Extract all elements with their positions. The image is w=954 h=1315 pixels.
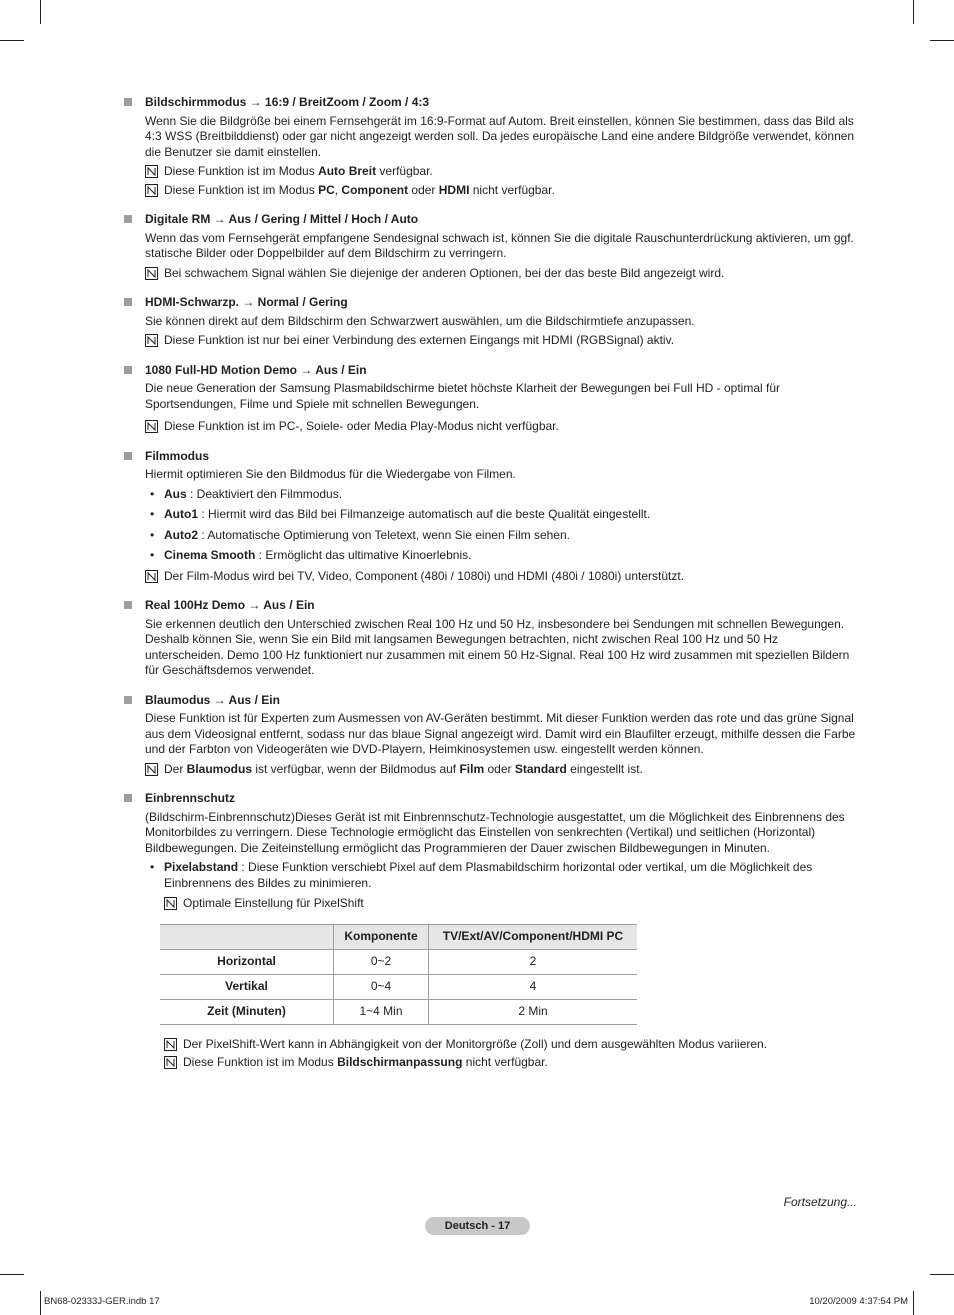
section-title: Digitale RM → Aus / Gering / Mittel / Hoch / Auto [145, 212, 419, 226]
crop-mark [40, 0, 41, 24]
note: Diese Funktion ist im Modus Auto Breit verfügbar. [145, 164, 859, 180]
note-pencil-icon [164, 897, 177, 910]
note: Diese Funktion ist nur bei einer Verbindung des externen Eingangs mit HDMI (RGBSignal) aktiv. [145, 333, 859, 349]
section-title: Bildschirmmodus → 16:9 / BreitZoom / Zoom / 4:3 [145, 95, 430, 109]
section-body: Diese Funktion ist für Experten zum Ausmessen von AV-Geräten bestimmt. Mit dieser Funktion werden das rote und das grüne Signal aus dem Videosignal entfernt, sodass nur das blaue Signal angezeigt wird. Damit wird ein Blaufilter erzeugt, mithilfe dessen die Farbe und der Farbton von Videogeräten wie DVD-Playern, Heimkinosystemen usw. eingestellt werden können. [145, 711, 856, 756]
square-bullet-icon [124, 696, 132, 704]
section-title: Blaumodus → Aus / Ein [145, 692, 280, 707]
note-pencil-icon [145, 570, 158, 583]
section-title: Filmmodus [145, 448, 210, 463]
section-body: Sie erkennen deutlich den Unterschied zwischen Real 100 Hz und 50 Hz, insbesondere bei Sendungen mit schnellen Bewegungen. Deshalb können Sie, wenn Sie ein Bild mit langsamen Bewegungen betrachten, nicht zwischen Real 100 Hz und 50 Hz unterscheiden. Demo 100 Hz funktioniert nur zusammen mit einem 50 Hz-Signal. Real 100 Hz wird zusammen mit speziellen Bildern für Geschäftsdemos verwendet. [145, 616, 850, 677]
section-hdmi-schwarzpegel [123, 295, 859, 349]
section-einbrennschutz [123, 791, 859, 1071]
note-pencil-icon [164, 1038, 177, 1051]
section-title: HDMI-Schwarzp. → Normal / Gering [145, 295, 348, 309]
section-body: Hiermit optimieren Sie den Bildmodus für die Wiedergabe von Filmen. [145, 467, 516, 481]
note-pencil-icon [145, 165, 158, 178]
section-body: Sie können direkt auf dem Bildschirm den Schwarzwert auswählen, um die Bildschirmtiefe anzupassen. [145, 313, 695, 328]
section-body: Die neue Generation der Samsung Plasmabildschirme bietet höchste Klarheit der Bewegungen bei Full HD - optimal für Sportsendungen, Filme und Spiele mit schnellen Bewegungen. [145, 381, 780, 411]
list-item: • Auto1 : Hiermit wird das Bild bei Filmanzeige automatisch auf die beste Qualität eingestellt. [150, 507, 651, 521]
list-item: • Pixelabstand : Diese Funktion verschiebt Pixel auf dem Plasmabildschirm horizontal oder vertikal, um die Möglichkeit des Einbrennens des Bildes zu minimieren. [150, 860, 813, 890]
table-row-header: Vertikal [160, 974, 334, 999]
note: Diese Funktion ist im Modus PC, Component oder HDMI nicht verfügbar. [145, 183, 859, 199]
section-real-100hz-demo [123, 598, 859, 679]
section-digitale-rm [123, 212, 859, 281]
footer-timestamp: 10/20/2009 4:37:54 PM [809, 1296, 908, 1307]
table-cell: 4 [429, 974, 638, 999]
crop-mark [930, 1274, 954, 1275]
section-motion-demo [123, 363, 859, 435]
note-pencil-icon [145, 420, 158, 433]
note: Diese Funktion ist im Modus Bildschirmanpassung nicht verfügbar. [164, 1055, 859, 1071]
table-header-cell: Komponente [334, 924, 429, 949]
section-body: Wenn Sie die Bildgröße bei einem Fernsehgerät im 16:9-Format auf Autom. Breit einstellen, können Sie bestimmen, dass das Bild als 4:3 WSS (Breitbilddienst) oder gar nicht angezeigt werden soll. Da jedes europäische Land eine andere Bildgröße verwendet, können die Benutzer sie damit einstellen. [145, 113, 855, 159]
list-item: • Auto2 : Automatische Optimierung von Teletext, wenn Sie einen Film sehen. [150, 527, 570, 542]
table-row-header: Zeit (Minuten) [160, 999, 334, 1024]
table-row [160, 974, 637, 999]
square-bullet-icon [124, 601, 132, 609]
table-header-cell [160, 924, 334, 949]
table-header-cell: TV/Ext/AV/Component/HDMI PC [429, 924, 638, 949]
crop-mark [40, 1291, 41, 1315]
manual-content [123, 95, 859, 1085]
note: Der PixelShift-Wert kann in Abhängigkeit von der Monitorgröße (Zoll) und dem ausgewählten Modus variieren. [164, 1037, 859, 1053]
table-cell: 0~2 [334, 949, 429, 974]
section-title: Real 100Hz Demo → Aus / Ein [145, 598, 315, 612]
continuation-label: Fortsetzung... [783, 1195, 857, 1209]
note-pencil-icon [164, 1056, 177, 1069]
square-bullet-icon [124, 215, 132, 223]
note-pencil-icon [145, 184, 158, 197]
crop-mark [0, 1274, 24, 1275]
crop-mark [0, 40, 24, 41]
square-bullet-icon [124, 452, 132, 460]
note-pencil-icon [145, 334, 158, 347]
list-item: • Aus : Deaktiviert den Filmmodus. [150, 486, 343, 501]
section-body: Wenn das vom Fernsehgerät empfangene Sendesignal schwach ist, können Sie die digitale Rauschunterdrückung aktivieren, um ggf. statische Bilder oder Doppelbilder auf dem Bildschirm zu verringern. [145, 230, 854, 260]
table-header-row [160, 924, 637, 949]
table-cell: 0~4 [334, 974, 429, 999]
note: Der Film-Modus wird bei TV, Video, Component (480i / 1080i) und HDMI (480i / 1080i) unterstützt. [145, 569, 859, 585]
table-row [160, 999, 637, 1024]
section-title: 1080 Full-HD Motion Demo → Aus / Ein [145, 362, 367, 377]
note: Bei schwachem Signal wählen Sie diejenige der anderen Optionen, bei der das beste Bild angezeigt wird. [145, 266, 859, 282]
section-bildschirmmodus [123, 95, 859, 198]
crop-mark [913, 1291, 914, 1315]
note: Optimale Einstellung für PixelShift [164, 896, 859, 912]
pixelshift-table [160, 924, 637, 1025]
section-title: Einbrennschutz [145, 791, 236, 805]
square-bullet-icon [124, 98, 132, 106]
section-blaumodus [123, 693, 859, 778]
square-bullet-icon [124, 366, 132, 374]
table-row-header: Horizontal [160, 949, 334, 974]
note: Der Blaumodus ist verfügbar, wenn der Bildmodus auf Film oder Standard eingestellt ist. [145, 762, 859, 778]
footer-file-label: BN68-02333J-GER.indb 17 [44, 1296, 160, 1307]
crop-mark [930, 40, 954, 41]
note: Diese Funktion ist im PC-, Soiele- oder Media Play-Modus nicht verfügbar. [145, 419, 859, 435]
crop-mark [913, 0, 914, 24]
list-item: • Cinema Smooth : Ermöglicht das ultimative Kinoerlebnis. [150, 548, 472, 562]
square-bullet-icon [124, 794, 132, 802]
square-bullet-icon [124, 298, 132, 306]
table-cell: 1~4 Min [334, 999, 429, 1024]
section-body: (Bildschirm-Einbrennschutz)Dieses Gerät ist mit Einbrennschutz-Technologie ausgestattet, um die Möglichkeit des Einbrennens des Monitorbildes zu verringern. Diese Technologie ermöglicht das Einstellen von senkrechten (Vertikal) und seitlichen (Horizontal) Bildbewegungen. Die Zeiteinstellung ermöglicht das Programmieren der Dauer zwischen Bildbewegungen in Minuten. [145, 809, 845, 855]
section-filmmodus [123, 449, 859, 585]
table-row [160, 949, 637, 974]
note-pencil-icon [145, 763, 158, 776]
note-pencil-icon [145, 267, 158, 280]
table-cell: 2 Min [429, 999, 638, 1024]
page-number-badge: Deutsch - 17 [425, 1217, 530, 1235]
table-cell: 2 [429, 949, 638, 974]
